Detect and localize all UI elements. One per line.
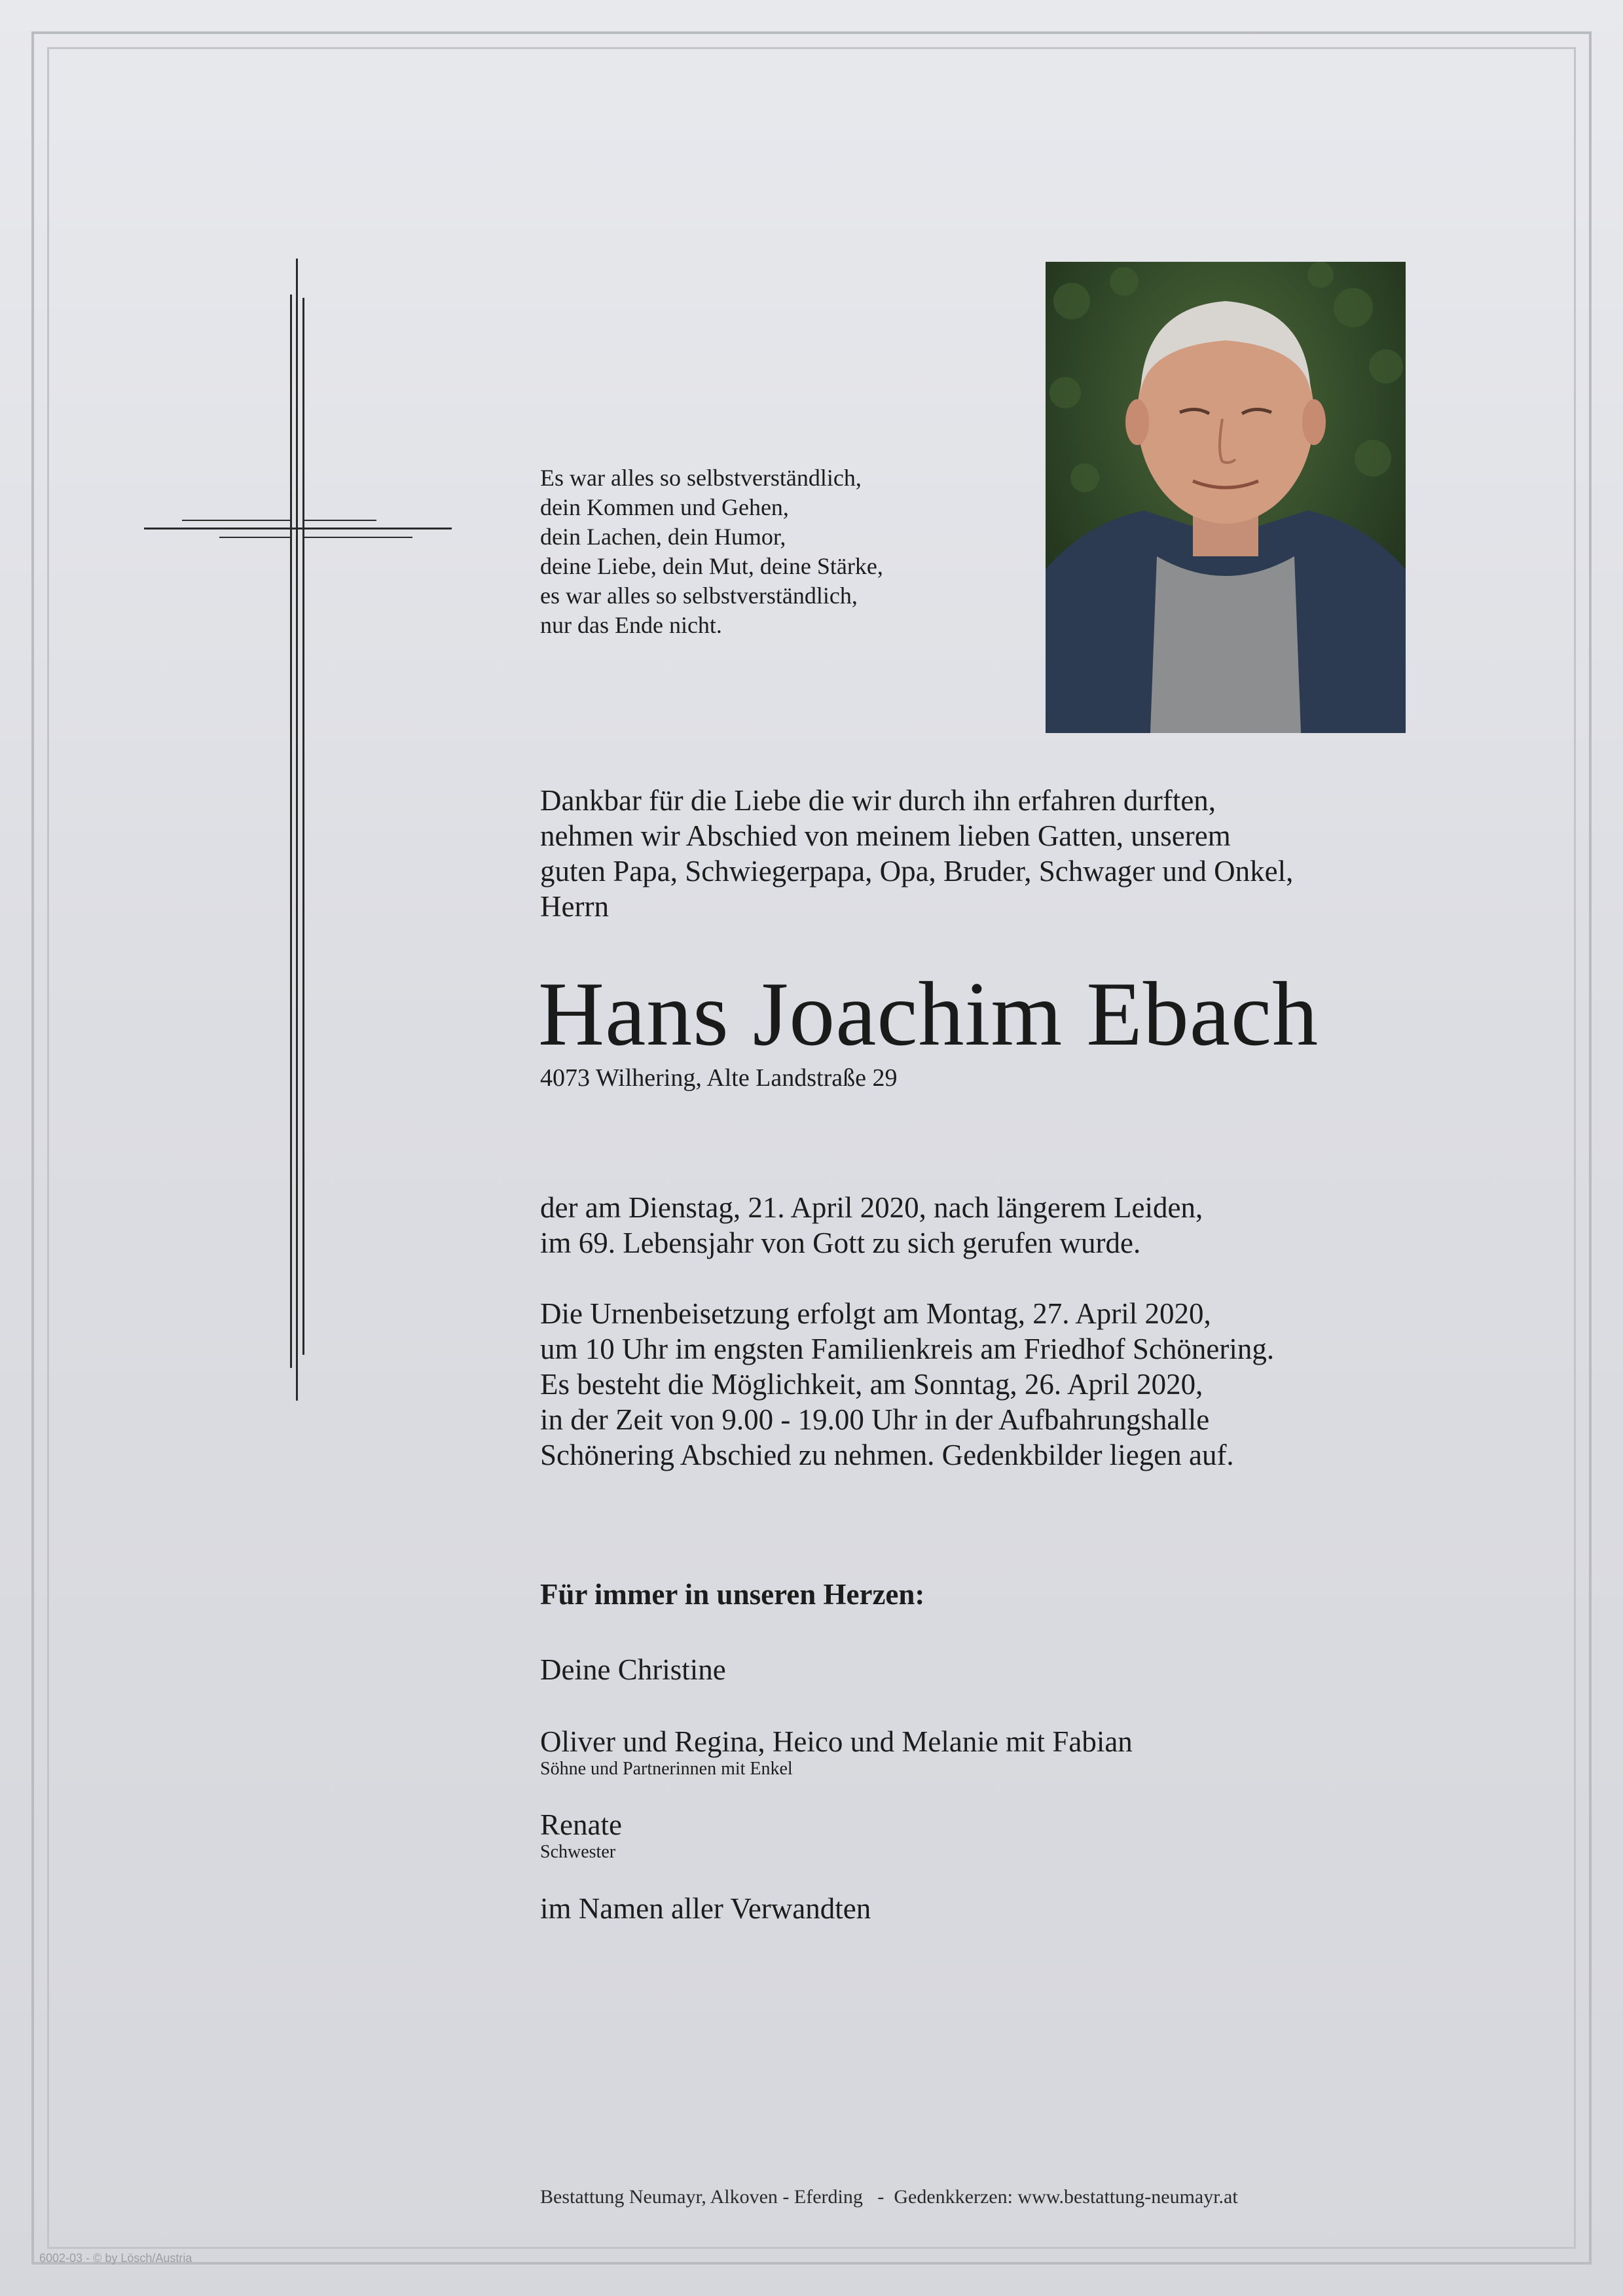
funeral-info-line: Schönering Abschied zu nehmen. Gedenkbilder liegen auf. — [540, 1439, 1234, 1471]
mourner-entry — [540, 1653, 726, 1687]
funeral-info-line: Es besteht die Möglichkeit, am Sonntag, 26. April 2020, — [540, 1368, 1203, 1401]
portrait-photo — [1046, 262, 1406, 733]
intro-line: guten Papa, Schwiegerpapa, Opa, Bruder, Schwager und Onkel, — [540, 855, 1294, 888]
death-notice-line: im 69. Lebensjahr von Gott zu sich gerufen wurde. — [540, 1227, 1141, 1259]
mourner-entry — [540, 1892, 871, 1926]
mourner-entry — [540, 1808, 622, 1863]
death-notice — [540, 1190, 1203, 1261]
intro-text — [540, 783, 1293, 924]
mourner-name: Deine Christine — [540, 1653, 726, 1686]
mourner-relation: Schwester — [540, 1842, 616, 1862]
print-imprint: 6002-03 - © by Lösch/Austria — [39, 2251, 192, 2265]
poem-line: dein Lachen, dein Humor, — [540, 524, 786, 550]
mourner-entry — [540, 1725, 1133, 1780]
funeral-info — [540, 1296, 1274, 1473]
mourner-relation: Söhne und Partnerinnen mit Enkel — [540, 1759, 793, 1779]
mourners-heading: Für immer in unseren Herzen: — [540, 1578, 925, 1611]
funeral-info-line: in der Zeit von 9.00 - 19.00 Uhr in der Aufbahrungshalle — [540, 1403, 1210, 1436]
funeral-info-line: um 10 Uhr im engsten Familienkreis am Friedhof Schönering. — [540, 1333, 1275, 1365]
funeral-home-footer: Bestattung Neumayr, Alkoven - Eferding - Gedenkkerzen: www.bestattung-neumayr.at — [540, 2186, 1238, 2208]
mourner-name: im Namen aller Verwandten — [540, 1892, 871, 1925]
deceased-address: 4073 Wilhering, Alte Landstraße 29 — [540, 1064, 898, 1092]
mourner-name: Renate — [540, 1808, 622, 1841]
deceased-name: Hans Joachim Ebach — [538, 963, 1319, 1065]
funeral-info-line: Die Urnenbeisetzung erfolgt am Montag, 27. April 2020, — [540, 1297, 1211, 1330]
poem-line: es war alles so selbstverständlich, — [540, 583, 858, 609]
poem-line: nur das Ende nicht. — [540, 612, 722, 638]
intro-line: Herrn — [540, 890, 609, 923]
death-notice-line: der am Dienstag, 21. April 2020, nach längerem Leiden, — [540, 1191, 1203, 1224]
poem-line: dein Kommen und Gehen, — [540, 494, 789, 520]
mourner-name: Oliver und Regina, Heico und Melanie mit Fabian — [540, 1725, 1133, 1758]
poem-line: deine Liebe, dein Mut, deine Stärke, — [540, 553, 883, 579]
poem-line: Es war alles so selbstverständlich, — [540, 465, 862, 491]
intro-line: nehmen wir Abschied von meinem lieben Gatten, unserem — [540, 819, 1231, 852]
poem — [540, 463, 883, 640]
intro-line: Dankbar für die Liebe die wir durch ihn erfahren durften, — [540, 784, 1216, 817]
